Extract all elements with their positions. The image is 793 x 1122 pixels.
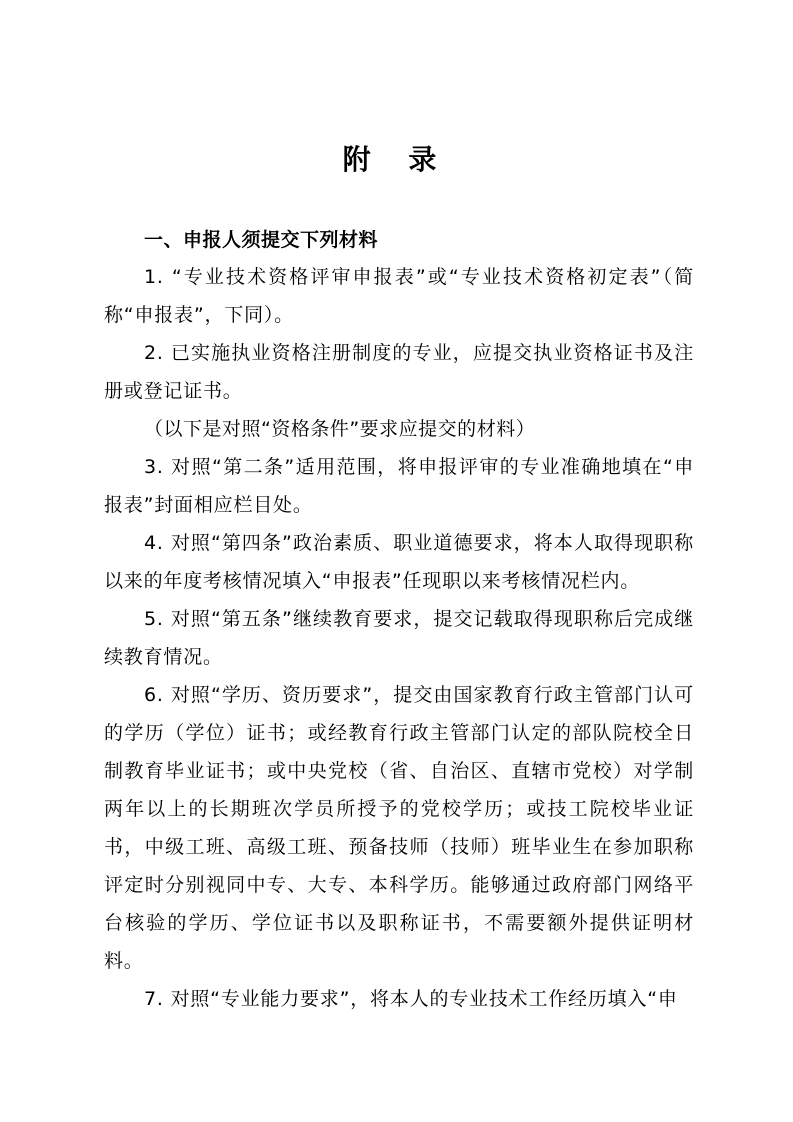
- paragraph-item-7: 7. 对照“专业能力要求”，将本人的专业技术工作经历填入“申: [144, 988, 678, 1010]
- paragraph-item-5: 5. 对照“第五条”继续教育要求，提交记载取得现职称后完成继续教育情况。: [104, 608, 694, 668]
- paragraph-item-1: 1. “专业技术资格评审申报表”或“专业技术资格初定表”（简称“申报表”，下同）。: [104, 266, 694, 326]
- section-heading: 一、申报人须提交下列材料: [144, 229, 379, 251]
- paragraph-item-6: 6. 对照“学历、资历要求”，提交由国家教育行政主管部门认可的学历（学位）证书；或经教育行政主管部门认定的部队院校全日制教育毕业证书；或中央党校（省、自治区、直辖市党校）对学制两年以上的长期班次学员所授予的党校学历；或技工院校毕业证书，中级工班、高级工班、预备技师（技师）班毕业生在参加职称评定时分别视同中专、大专、本科学历。能够通过政府部门网络平台核验的学历、学位证书以及职称证书，不需要额外提供证明材料。: [104, 684, 694, 972]
- paragraph-item-2: 2. 已实施执业资格注册制度的专业，应提交执业资格证书及注册或登记证书。: [104, 342, 694, 402]
- page-title: 附 录: [342, 143, 451, 176]
- paragraph-item-4: 4. 对照“第四条”政治素质、职业道德要求，将本人取得现职称以来的年度考核情况填入“申报表”任现职以来考核情况栏内。: [104, 532, 694, 592]
- document-body: [104, 226, 694, 1018]
- paragraph-item-3: 3. 对照“第二条”适用范围，将申报评审的专业准确地填在“申报表”封面相应栏目处。: [104, 456, 694, 516]
- paragraph-note: （以下是对照“资格条件”要求应提交的材料）: [144, 418, 536, 440]
